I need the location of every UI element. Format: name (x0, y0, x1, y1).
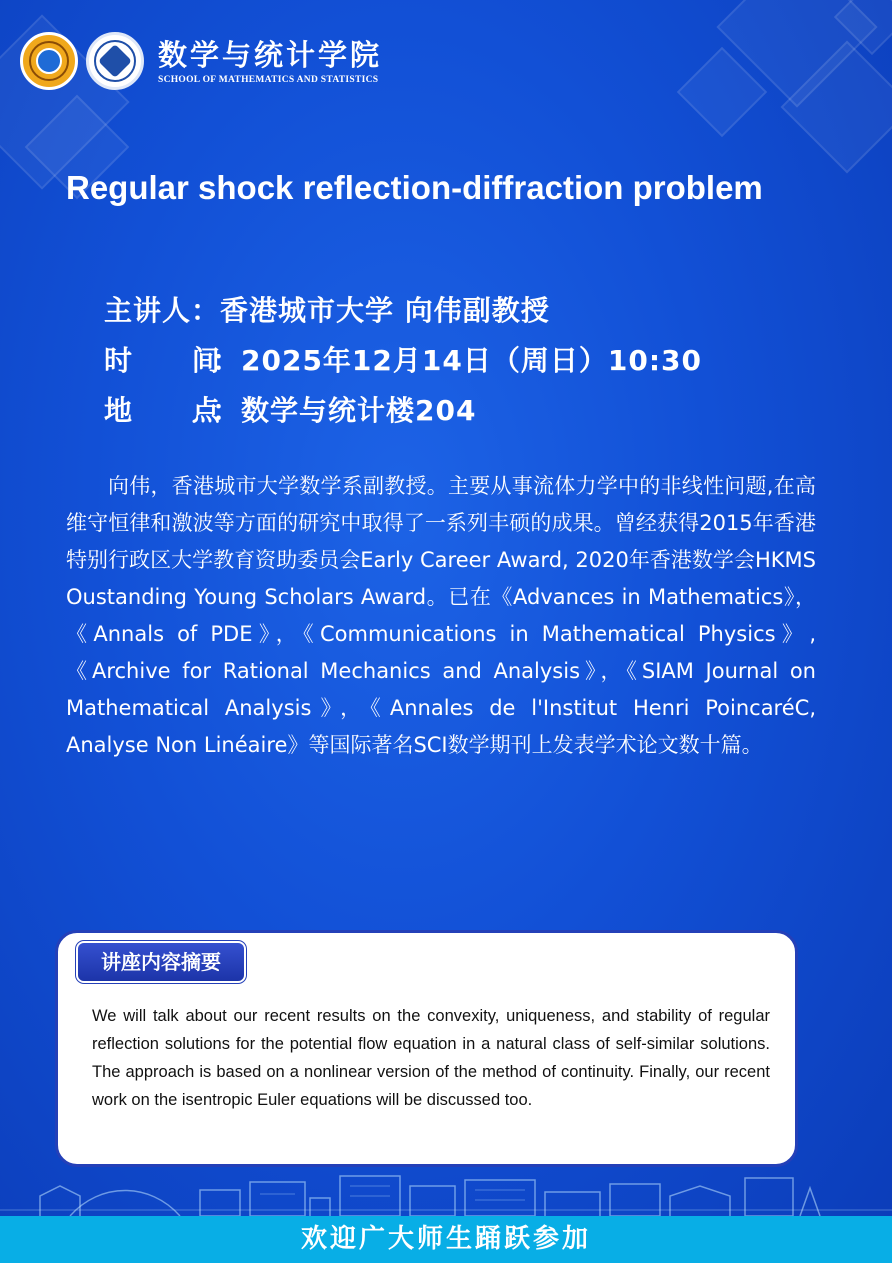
speaker-bio (66, 468, 816, 764)
time-label: 时 间 (104, 344, 245, 377)
university-logo-icon (20, 32, 78, 90)
abstract-heading: 讲座内容摘要 (78, 943, 244, 981)
campus-skyline-illustration (0, 1172, 892, 1216)
time-line (104, 344, 702, 378)
school-name (158, 38, 382, 85)
speaker-label: 主讲人： (104, 294, 221, 327)
speaker-line (104, 294, 550, 328)
school-name-en: SCHOOL OF MATHEMATICS AND STATISTICS (158, 74, 379, 85)
time-value: ：2025年12月14日（周日）10:30 (212, 344, 702, 377)
abstract-panel (55, 930, 798, 1167)
school-logo-icon (86, 32, 144, 90)
lecture-title: Regular shock reflection-diffraction problem (66, 169, 763, 206)
header (20, 28, 382, 94)
footer-invitation: 欢迎广大师生踊跃参加 (0, 1216, 892, 1263)
place-value: ：数学与统计楼204 (212, 394, 477, 427)
speaker-bio-text: 向伟，香港城市大学数学系副教授。主要从事流体力学中的非线性问题,在高维守恒律和激波等方面的研究中取得了一系列丰硕的成果。曾经获得2015年香港特别行政区大学教育资助委员会Early Career Award, 2020年香港数学会HKMS Oustanding Young Scholars Award。已在《Advances in Mathematics》，《Annals of PDE》，《Communications in Mathematical Physics》,《Archive for Rational Mechanics and Analysis》，《SIAM Journal on Mathematical Analysis》，《Annales de l'Institut Henri PoincaréC, Analyse Non Linéaire》等国际著名SCI数学期刊上发表学术论文数十篇。 (66, 474, 816, 757)
abstract-text: We will talk about our recent results on the convexity, uniqueness, and stability of regular reflection solutions for the potential flow equation in a natural class of self-similar solutions. The approach is based on a nonlinear version of the method of continuity. Finally, our recent work on the isentropic Euler equations will be discussed too. (92, 1007, 770, 1109)
place-line (104, 394, 476, 428)
place-label: 地 点 (104, 394, 245, 427)
school-name-cn: 数学与统计学院 (158, 37, 383, 72)
speaker-value: 香港城市大学 向伟副教授 (220, 294, 550, 327)
